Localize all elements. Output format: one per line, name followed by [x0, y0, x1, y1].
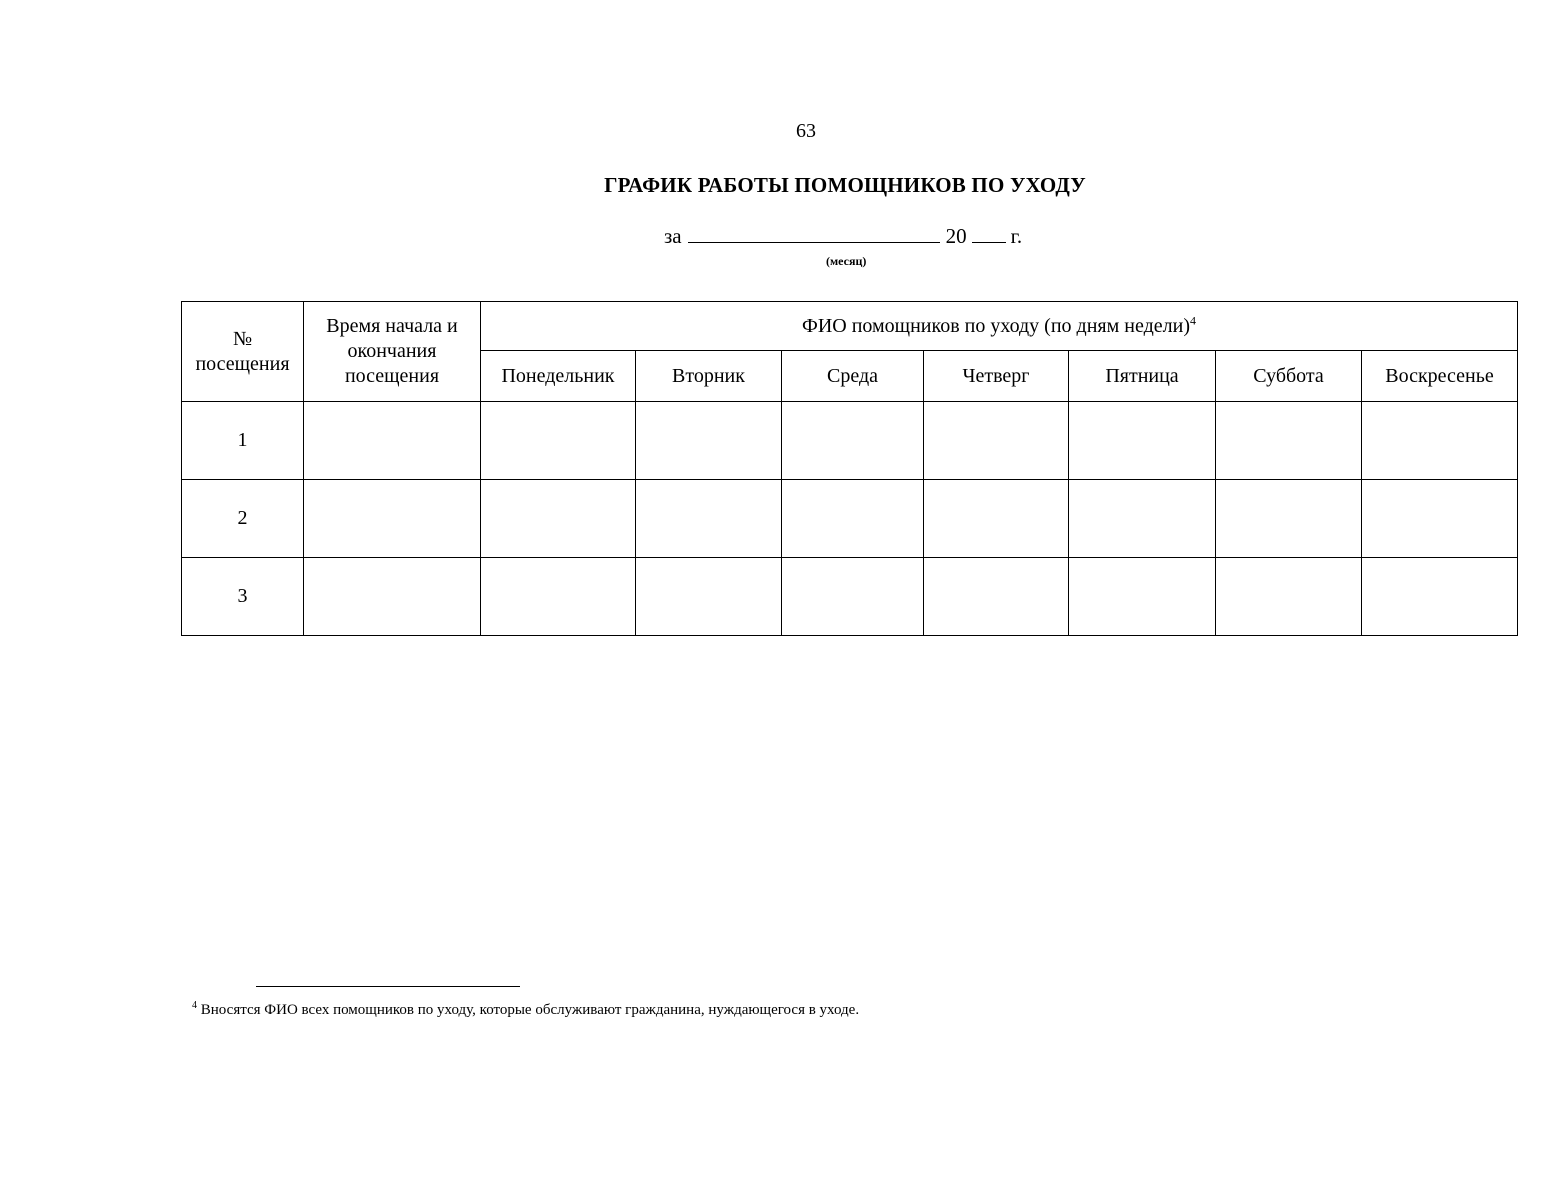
visit-number-cell: 2 [182, 480, 304, 558]
caregiver-cell-day-6[interactable] [1216, 558, 1362, 636]
header-visit-time [304, 302, 481, 402]
caregiver-cell-day-2[interactable] [636, 480, 782, 558]
document-title: ГРАФИК РАБОТЫ ПОМОЩНИКОВ ПО УХОДУ [604, 173, 1086, 197]
footnote-mark: 4 [192, 1000, 197, 1011]
caregiver-cell-day-7[interactable] [1362, 558, 1518, 636]
caregiver-cell-day-7[interactable] [1362, 480, 1518, 558]
year-blank-field[interactable] [972, 224, 1006, 243]
header-visit-number [182, 302, 304, 402]
visit-time-cell[interactable] [304, 402, 481, 480]
header-day-1: Понедельник [481, 351, 636, 402]
visit-number-cell: 1 [182, 402, 304, 480]
caregiver-cell-day-3[interactable] [782, 480, 924, 558]
caregiver-cell-day-3[interactable] [782, 558, 924, 636]
page-number: 63 [796, 120, 816, 142]
header-visit-time-label: Время начала и окончания посещения [326, 315, 458, 387]
caregiver-cell-day-1[interactable] [481, 402, 636, 480]
header-caregivers-label: ФИО помощников по уходу (по дням недели) [802, 314, 1190, 337]
caregiver-cell-day-2[interactable] [636, 558, 782, 636]
caregiver-cell-day-1[interactable] [481, 558, 636, 636]
month-caption: (месяц) [826, 254, 867, 268]
visit-time-cell[interactable] [304, 558, 481, 636]
header-day-6: Суббота [1216, 351, 1362, 402]
caregiver-cell-day-4[interactable] [924, 402, 1069, 480]
table-row [182, 480, 1518, 558]
header-caregivers-group [481, 302, 1518, 351]
month-blank-field[interactable] [688, 224, 940, 243]
table-row [182, 402, 1518, 480]
period-line [664, 224, 1022, 249]
caregiver-cell-day-5[interactable] [1069, 402, 1216, 480]
caregiver-cell-day-6[interactable] [1216, 402, 1362, 480]
year-prefix: 20 [945, 224, 967, 248]
table-row [182, 558, 1518, 636]
visit-time-cell[interactable] [304, 480, 481, 558]
header-visit-number-label: № посещения [195, 327, 290, 375]
period-suffix: г. [1010, 224, 1023, 248]
header-day-4: Четверг [924, 351, 1069, 402]
header-day-2: Вторник [636, 351, 782, 402]
caregiver-cell-day-3[interactable] [782, 402, 924, 480]
footnote-text: Вносятся ФИО всех помощников по уходу, которые обслуживают гражданина, нуждающегося в уходе. [200, 1002, 860, 1018]
caregiver-cell-day-5[interactable] [1069, 480, 1216, 558]
caregiver-cell-day-7[interactable] [1362, 402, 1518, 480]
header-day-7: Воскресенье [1362, 351, 1518, 402]
footnote-divider [256, 986, 520, 987]
caregiver-cell-day-4[interactable] [924, 480, 1069, 558]
caregiver-cell-day-2[interactable] [636, 402, 782, 480]
caregiver-cell-day-5[interactable] [1069, 558, 1216, 636]
period-prefix: за [664, 224, 682, 248]
header-day-5: Пятница [1069, 351, 1216, 402]
caregiver-cell-day-1[interactable] [481, 480, 636, 558]
footnote [192, 1000, 859, 1019]
footnote-ref: 4 [1189, 312, 1196, 327]
header-day-3: Среда [782, 351, 924, 402]
schedule-table [181, 301, 1518, 636]
visit-number-cell: 3 [182, 558, 304, 636]
caregiver-cell-day-4[interactable] [924, 558, 1069, 636]
caregiver-cell-day-6[interactable] [1216, 480, 1362, 558]
